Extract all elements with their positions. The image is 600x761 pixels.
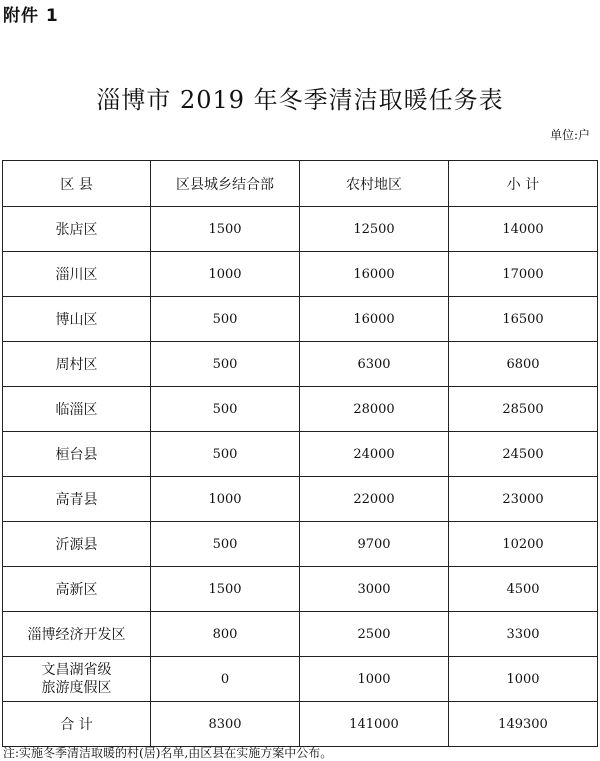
- rural-cell: 6300: [300, 342, 449, 387]
- total-urban-rural-cell: 8300: [151, 702, 300, 747]
- table-row: [3, 567, 598, 612]
- district-cell: 淄博经济开发区: [3, 612, 151, 657]
- rural-cell: 1000: [300, 657, 449, 702]
- district-cell: 高青县: [3, 477, 151, 522]
- urban-rural-cell: 500: [151, 522, 300, 567]
- total-rural-cell: 141000: [300, 702, 449, 747]
- rural-cell: 22000: [300, 477, 449, 522]
- subtotal-cell: 17000: [449, 252, 598, 297]
- subtotal-cell: 24500: [449, 432, 598, 477]
- urban-rural-cell: 500: [151, 342, 300, 387]
- task-table: [2, 160, 598, 747]
- subtotal-cell: 16500: [449, 297, 598, 342]
- rural-cell: 2500: [300, 612, 449, 657]
- district-cell: 高新区: [3, 567, 151, 612]
- column-header-district: 区 县: [3, 161, 151, 207]
- table-row: [3, 297, 598, 342]
- unit-label: 单位:户: [549, 128, 590, 142]
- district-cell: 博山区: [3, 297, 151, 342]
- rural-cell: 12500: [300, 207, 449, 252]
- column-header-subtotal: 小 计: [449, 161, 598, 207]
- rural-cell: 24000: [300, 432, 449, 477]
- table-row: [3, 477, 598, 522]
- subtotal-cell: 6800: [449, 342, 598, 387]
- urban-rural-cell: 500: [151, 297, 300, 342]
- page-title: 淄博市 2019 年冬季清洁取暖任务表: [96, 86, 504, 114]
- district-cell: [3, 657, 151, 702]
- table-row: [3, 432, 598, 477]
- urban-rural-cell: 500: [151, 432, 300, 477]
- urban-rural-cell: 1000: [151, 252, 300, 297]
- district-cell: 桓台县: [3, 432, 151, 477]
- urban-rural-cell: 0: [151, 657, 300, 702]
- rural-cell: 9700: [300, 522, 449, 567]
- district-cell: 淄川区: [3, 252, 151, 297]
- district-cell: 张店区: [3, 207, 151, 252]
- table-row: [3, 342, 598, 387]
- subtotal-cell: 10200: [449, 522, 598, 567]
- rural-cell: 16000: [300, 297, 449, 342]
- subtotal-cell: 14000: [449, 207, 598, 252]
- urban-rural-cell: 500: [151, 387, 300, 432]
- urban-rural-cell: 1500: [151, 207, 300, 252]
- table-row: [3, 207, 598, 252]
- table-row: [3, 522, 598, 567]
- column-header-urban-rural: 区县城乡结合部: [151, 161, 300, 207]
- urban-rural-cell: 1000: [151, 477, 300, 522]
- subtotal-cell: 23000: [449, 477, 598, 522]
- table-header-row: [3, 161, 598, 207]
- rural-cell: 3000: [300, 567, 449, 612]
- table-row: [3, 612, 598, 657]
- table-row: [3, 387, 598, 432]
- total-row: [3, 702, 598, 747]
- subtotal-cell: 28500: [449, 387, 598, 432]
- district-cell: 临淄区: [3, 387, 151, 432]
- urban-rural-cell: 800: [151, 612, 300, 657]
- district-cell: 周村区: [3, 342, 151, 387]
- subtotal-cell: 3300: [449, 612, 598, 657]
- table-row: [3, 657, 598, 702]
- district-cell: 沂源县: [3, 522, 151, 567]
- district-name-line1: 文昌湖省级: [41, 662, 112, 678]
- rural-cell: 16000: [300, 252, 449, 297]
- rural-cell: 28000: [300, 387, 449, 432]
- subtotal-cell: 4500: [449, 567, 598, 612]
- table-row: [3, 252, 598, 297]
- column-header-rural: 农村地区: [300, 161, 449, 207]
- district-name-line2: 旅游度假区: [41, 680, 112, 696]
- subtotal-cell: 1000: [449, 657, 598, 702]
- attachment-label: 附件 1: [3, 6, 59, 26]
- urban-rural-cell: 1500: [151, 567, 300, 612]
- total-subtotal-cell: 149300: [449, 702, 598, 747]
- footnote: 注:实施冬季清洁取暖的村(居)名单,由区县在实施方案中公布。: [3, 746, 333, 760]
- total-label-cell: 合 计: [3, 702, 151, 747]
